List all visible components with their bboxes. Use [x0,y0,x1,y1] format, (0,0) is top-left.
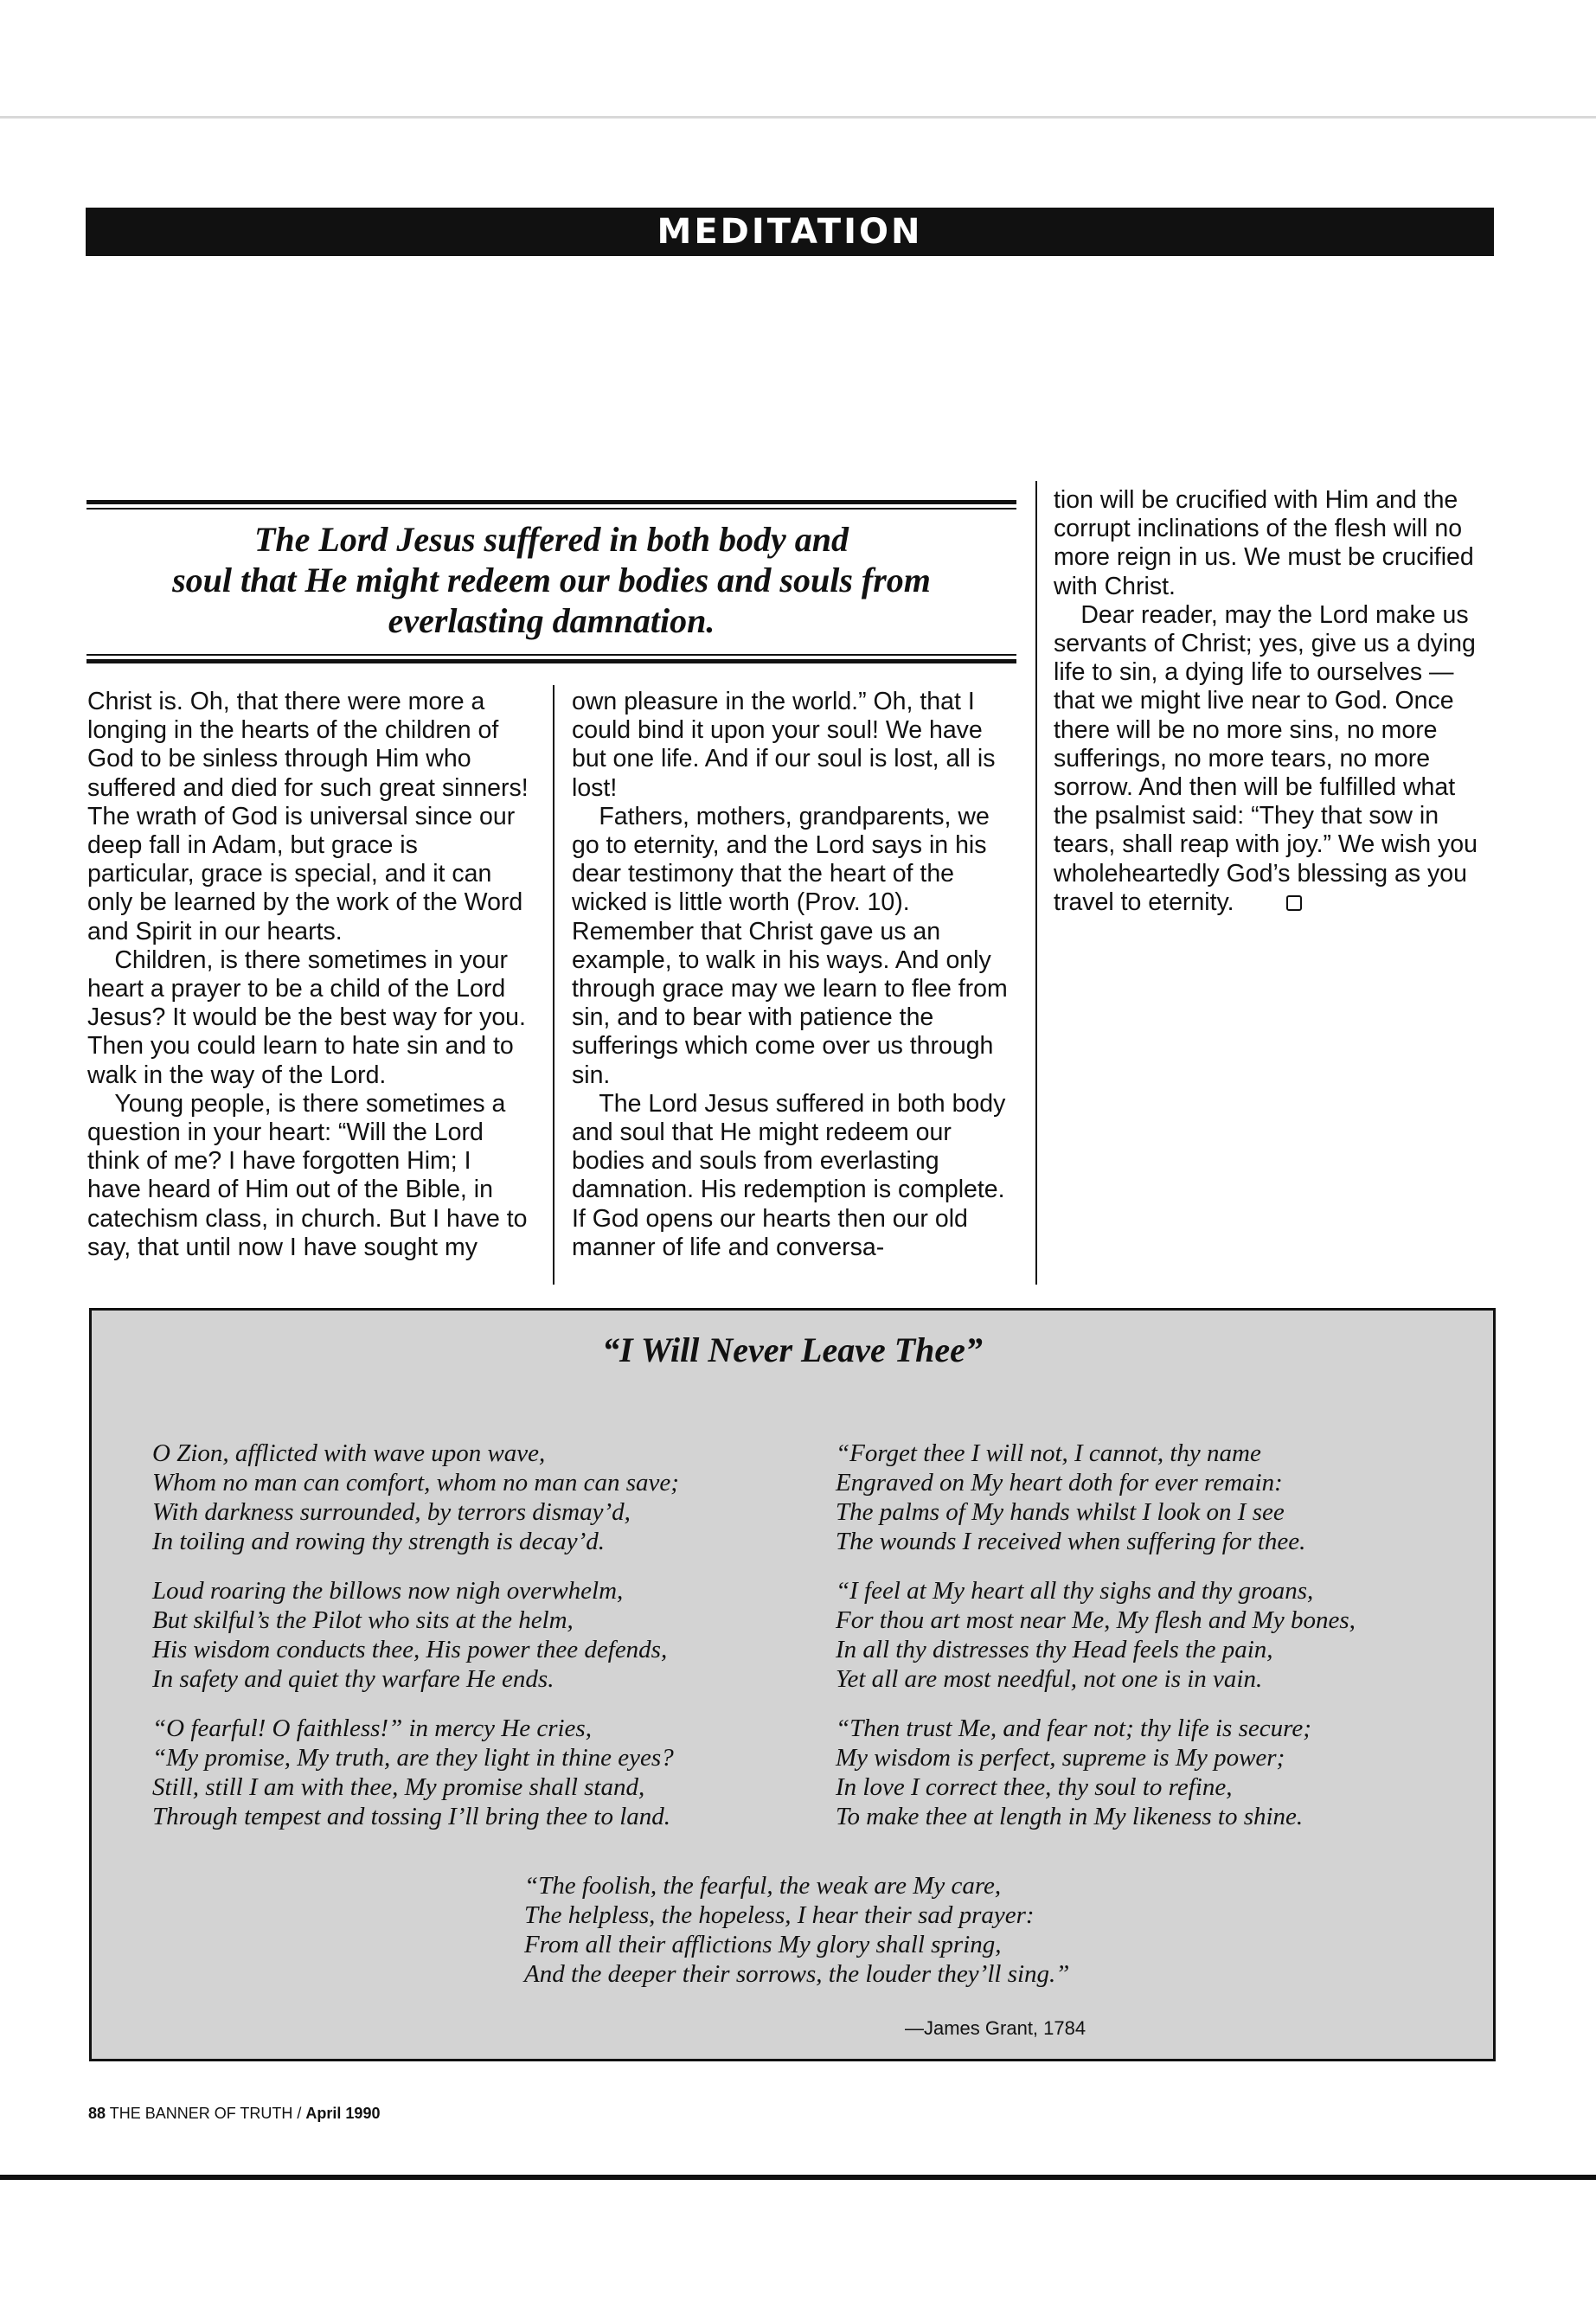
poem-line: Still, still I am with thee, My promise shall stand, [152,1773,645,1801]
poem-line: Yet all are most needful, not one is in vain. [836,1665,1263,1693]
column-divider-2 [1035,481,1037,1285]
poem-line: Engraved on My heart doth for ever remain: [836,1469,1283,1497]
pull-quote [121,519,982,641]
top-edge-line [0,116,1596,119]
poem-line: The helpless, the hopeless, I hear their sad prayer: [524,1901,1035,1929]
poem-line: His wisdom conducts thee, His power thee defends, [152,1636,668,1663]
column-1-paragraph-1: Christ is. Oh, that there were more a longing in the hearts of the children of God to be sinless through Him who suffered and died for such great sinners! The wrath of God is universal since our deep fall in Adam, but grace is particular, grace is special, and it can only be learned by the work of the Word and Spirit in our hearts. [87,688,529,945]
poem-line: O Zion, afflicted with wave upon wave, [152,1439,546,1467]
page-number: 88 [88,2105,106,2122]
pull-quote-rule-bottom-thick [87,659,1016,663]
poem-line: For thou art most near Me, My flesh and My bones, [836,1606,1356,1634]
article-column-1 [87,688,530,1262]
article-column-2 [572,688,1015,1262]
bottom-edge-line [0,2175,1596,2180]
column-2-paragraph-2: Fathers, mothers, grandparents, we go to eternity, and the Lord says in his dear testimony that the heart of the wicked is little worth (Prov. 10). Remember that Christ gave us an example, to walk in his ways. And only through grace may we learn to flee from sin, and to bear with patience the sufferings which come over us through sin. [572,802,1008,1089]
poem-line: And the deeper their sorrows, the louder they’ll sing.” [524,1960,1070,1988]
pull-quote-rule-top-thick [87,500,1016,504]
pull-quote-line-1: The Lord Jesus suffered in both body and [253,520,849,559]
poem-line: In toiling and rowing thy strength is decay’d. [152,1528,606,1555]
poem-line: Whom no man can comfort, whom no man can save; [152,1469,679,1497]
poem-stanza-left-1 [152,1439,679,1556]
column-3-paragraph-2 [1054,601,1486,917]
pull-quote-rule-top-thin [87,508,1016,510]
poem-line: In safety and quiet thy warfare He ends. [152,1665,554,1693]
pull-quote-line-3: everlasting damnation. [388,601,715,640]
poem-line: But skilful’s the Pilot who sits at the helm, [152,1606,574,1634]
issue-date: April 1990 [305,2105,381,2122]
poem-title: “I Will Never Leave Thee” [602,1330,983,1369]
poem-line: Loud roaring the billows now nigh overwhelm, [152,1577,624,1605]
poem-line: The wounds I received when suffering for thee. [836,1528,1306,1555]
poem-line: With darkness surrounded, by terrors dismay’d, [152,1498,631,1526]
column-3-paragraph-2-text: Dear reader, may the Lord make us servants of Christ; yes, give us a dying life to sin, a dying life to ourselves — that we might live near to God. Once there will be no more sins, no more sufferings, no more tears, no more sorrow. And then will be fulfilled what the psalmist said: “They that sow in tears, shall reap with joy.” We wish you wholeheartedly God’s blessing as you travel to eternity. [1054,600,1477,916]
poem-line: “O fearful! O faithless!” in mercy He cries, [152,1715,592,1742]
publication-name: THE BANNER OF TRUTH / [109,2105,302,2122]
column-3-paragraph-1: tion will be crucified with Him and the corrupt inclinations of the flesh will no more reign in us. We must be crucified with Christ. [1054,486,1474,600]
poem-line: “Forget thee I will not, I cannot, thy name [836,1439,1261,1467]
poem-line: “I feel at My heart all thy sighs and thy groans, [836,1577,1314,1605]
end-of-article-icon [1286,895,1302,911]
poem-line: To make thee at length in My likeness to shine. [836,1803,1304,1830]
column-2-paragraph-1: own pleasure in the world.” Oh, that I could bind it upon your soul! We have but one life. And if our soul is lost, all is lost! [572,688,996,802]
poem-line: “My promise, My truth, are they light in thine eyes? [152,1744,674,1772]
poem-line: Through tempest and tossing I’ll bring thee to land. [152,1803,671,1830]
poem-line: “Then trust Me, and fear not; thy life is secure; [836,1715,1311,1742]
poem-line: From all their afflictions My glory shall spring, [524,1931,1002,1958]
column-1-paragraph-2: Children, is there sometimes in your heart a prayer to be a child of the Lord Jesus? It would be the best way for you. Then you could learn to hate sin and to walk in the way of the Lord. [87,945,526,1089]
pull-quote-rule-bottom-thin [87,654,1016,656]
column-2-paragraph-3: The Lord Jesus suffered in both body and soul that He might redeem our bodies and souls from everlasting damnation. His redemption is complete. If God opens our hearts then our old manner of life and conversa- [572,1089,1006,1261]
poem-stanza-right-3 [836,1714,1311,1831]
poem-stanza-left-2 [152,1576,667,1694]
poem-attribution: —James Grant, 1784 [905,2017,1086,2039]
poem-line: In love I correct thee, thy soul to refine, [836,1773,1233,1801]
column-1-paragraph-3: Young people, is there sometimes a question in your heart: “Will the Lord think of me? I have forgotten Him; I have heard of Him out of the Bible, in catechism class, in church. But I have to say, that until now I have sought my [87,1089,528,1261]
poem-line: In all thy distresses thy Head feels the pain, [836,1636,1273,1663]
pull-quote-line-2: soul that He might redeem our bodies and souls from [172,561,931,599]
poem-line: My wisdom is perfect, supreme is My power; [836,1744,1285,1772]
poem-line: “The foolish, the fearful, the weak are My care, [524,1872,1002,1900]
poem-stanza-right-1 [836,1439,1305,1556]
poem-line: The palms of My hands whilst I look on I see [836,1498,1285,1526]
poem-stanza-right-2 [836,1576,1356,1694]
poem-stanza-final [524,1871,1069,1989]
section-banner [86,208,1494,256]
page-footer [88,2105,380,2123]
section-title: MEDITATION [657,212,923,252]
poem-box [89,1308,1496,2061]
poem-stanza-left-3 [152,1714,674,1831]
article-column-3 [1054,486,1486,917]
column-divider-1 [553,685,554,1285]
